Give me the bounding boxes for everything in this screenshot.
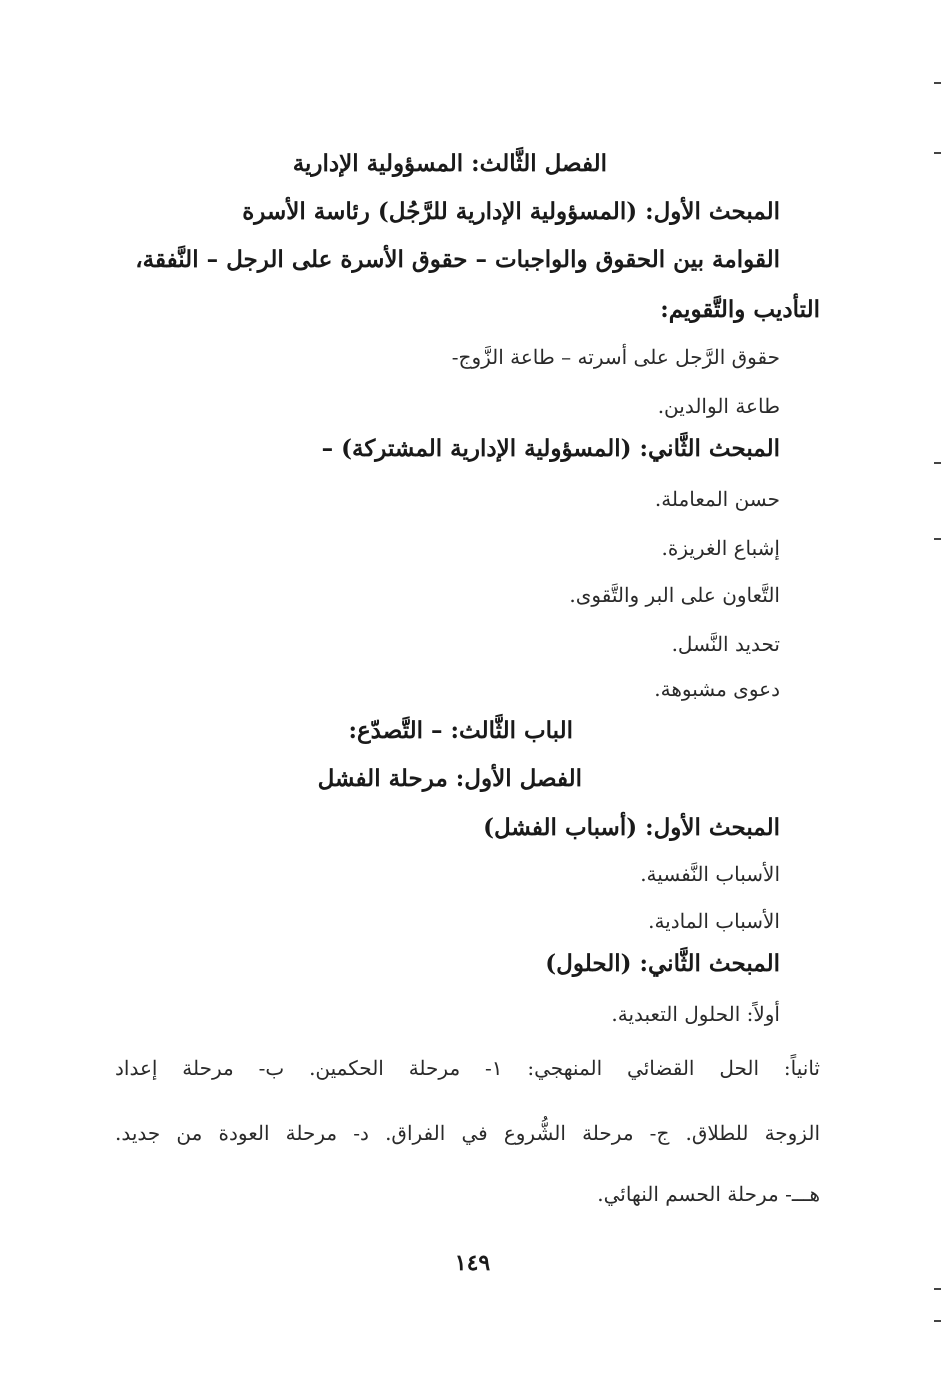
scan-edge-mark bbox=[934, 1288, 941, 1290]
part-heading: الباب الثَّالث: – التَّصدّع: bbox=[348, 717, 573, 744]
body-paragraph-line: هـــ- مرحلة الحسم النهائي. bbox=[597, 1182, 820, 1206]
list-item: أولاً: الحلول التعبدية. bbox=[611, 1002, 780, 1026]
list-item: حقوق الرَّجل على أسرته – طاعة الزَّوج- bbox=[451, 345, 780, 369]
section-heading: المبحث الثَّاني: (الحلول) bbox=[545, 950, 780, 977]
chapter-heading: الفصل الثَّالث: المسؤولية الإدارية bbox=[292, 150, 607, 177]
section-heading: المبحث الأول: (المسؤولية الإدارية للرَّجُل) رئاسة الأسرة bbox=[242, 198, 780, 225]
section-subheading: التأديب والتَّقويم: bbox=[660, 296, 820, 323]
list-item: دعوى مشبوهة. bbox=[654, 677, 780, 701]
list-item: الأسباب المادية. bbox=[648, 909, 780, 933]
body-paragraph-line: الزوجة للطلاق. ج- مرحلة الشُّروع في الفراق. د- مرحلة العودة من جديد. bbox=[115, 1121, 820, 1145]
section-heading: المبحث الثَّاني: (المسؤولية الإدارية المشتركة) – bbox=[321, 435, 780, 462]
list-item: تحديد النَّسل. bbox=[671, 632, 780, 656]
section-heading: المبحث الأول: (أسباب الفشل) bbox=[483, 814, 780, 841]
list-item: التَّعاون على البر والتَّقوى. bbox=[569, 583, 780, 607]
scan-edge-mark bbox=[934, 538, 941, 540]
list-item: الأسباب النَّفسية. bbox=[640, 862, 780, 886]
list-item: إشباع الغريزة. bbox=[661, 536, 780, 560]
section-subheading: القوامة بين الحقوق والواجبات – حقوق الأسرة على الرجل – النَّفقة، bbox=[135, 246, 780, 273]
list-item: طاعة الوالدين. bbox=[657, 394, 780, 418]
scan-edge-mark bbox=[934, 152, 941, 154]
scan-edge-mark bbox=[934, 82, 941, 84]
scan-edge-mark bbox=[934, 1320, 941, 1322]
scan-edge-mark bbox=[934, 462, 941, 464]
page-number: ١٤٩ bbox=[454, 1250, 491, 1276]
body-paragraph-line: ثانياً: الحل القضائي المنهجي: ١- مرحلة الحكمين. ب- مرحلة إعداد bbox=[115, 1056, 820, 1080]
chapter-heading: الفصل الأول: مرحلة الفشل bbox=[317, 765, 582, 792]
list-item: حسن المعاملة. bbox=[654, 487, 780, 511]
